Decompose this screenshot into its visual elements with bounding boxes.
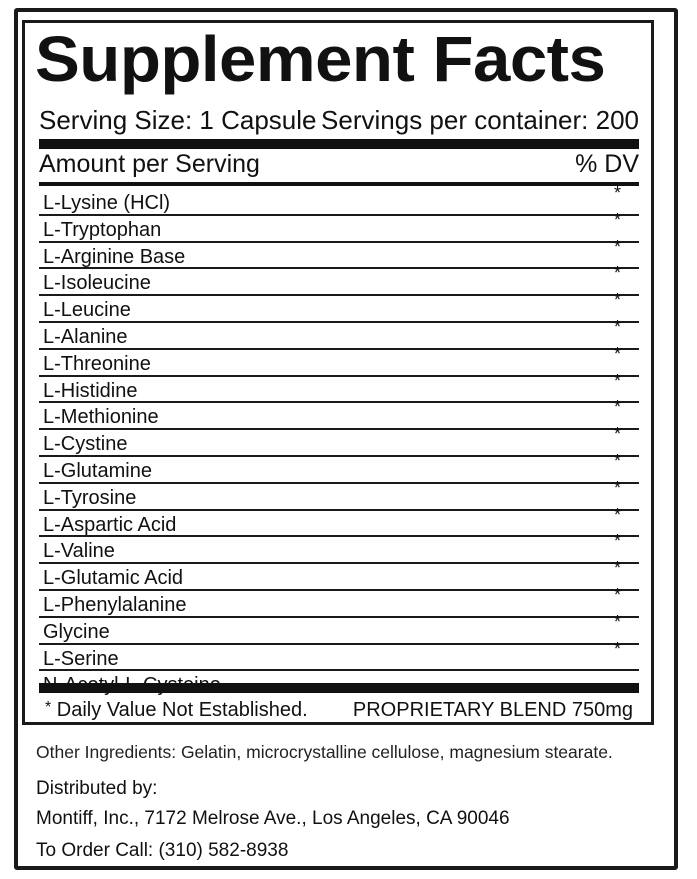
ingredient-list	[39, 183, 639, 698]
blend-divider	[39, 683, 639, 693]
ingredient-dv: *	[613, 584, 621, 605]
ingredient-row	[39, 397, 639, 430]
footnote-row	[45, 699, 633, 722]
ingredient-name: L-Tryptophan	[43, 218, 162, 241]
ingredient-dv: *	[613, 558, 621, 579]
ingredient-dv: *	[613, 370, 621, 391]
ingredient-name: L-Leucine	[43, 299, 131, 322]
daily-value-text: Daily Value Not Established.	[56, 699, 308, 721]
ingredient-row	[39, 316, 639, 350]
distributor-address: Montiff, Inc., 7172 Melrose Ave., Los Angeles, CA 90046	[36, 808, 510, 829]
ingredient-dv: *	[613, 397, 621, 418]
other-ingredients: Other Ingredients: Gelatin, microcrystalline cellulose, magnesium stearate.	[36, 742, 613, 762]
ingredient-name: L-Aspartic Acid	[43, 513, 177, 536]
ingredient-name: L-Lysine (HCl)	[43, 192, 171, 214]
ingredient-row	[39, 236, 639, 270]
servings-per-container: Servings per container: 200	[321, 105, 639, 135]
ingredient-row	[39, 290, 639, 323]
ingredient-row	[39, 611, 639, 645]
ingredient-row	[39, 558, 639, 591]
ingredient-row	[39, 450, 639, 484]
ingredient-name: Glycine	[43, 620, 110, 643]
supplement-facts-panel	[22, 20, 654, 725]
amount-per-serving-label: Amount per Serving	[39, 150, 260, 178]
daily-value-note	[45, 699, 308, 722]
ingredient-name: L-Glutamic Acid	[43, 567, 184, 590]
ingredient-name: L-Alanine	[43, 325, 128, 348]
ingredient-dv: *	[613, 504, 621, 525]
ingredient-name: L-Phenylalanine	[43, 593, 187, 616]
ingredient-row	[39, 638, 639, 672]
thick-divider	[39, 139, 639, 149]
ingredient-name: L-Histidine	[43, 379, 138, 402]
amount-header	[39, 151, 639, 179]
ingredient-name: L-Cystine	[43, 433, 128, 456]
dv-label: % DV	[575, 150, 639, 178]
ingredient-name: L-Methionine	[43, 406, 159, 429]
distributor-label: Distributed by:	[36, 778, 158, 799]
ingredient-row	[39, 531, 639, 564]
ingredient-name: L-Isoleucine	[43, 272, 151, 295]
ingredient-name: L-Glutamine	[43, 459, 152, 482]
ingredient-name: L-Serine	[43, 647, 119, 670]
panel-title: Supplement Facts	[35, 23, 606, 95]
ingredient-dv: *	[613, 638, 621, 659]
ingredient-row	[39, 209, 639, 243]
ingredient-row	[39, 477, 639, 511]
serving-size: Serving Size: 1 Capsule	[39, 105, 317, 135]
ingredient-name: L-Tyrosine	[43, 486, 137, 509]
ingredient-row	[39, 424, 639, 457]
ingredient-dv: *	[613, 183, 621, 203]
ingredient-dv: *	[613, 424, 621, 445]
medium-divider	[39, 182, 639, 186]
ingredient-dv: *	[613, 611, 621, 632]
ingredient-dv: *	[613, 209, 621, 230]
ingredient-row	[39, 370, 639, 404]
ingredient-dv: *	[613, 290, 621, 311]
ingredient-row	[39, 504, 639, 538]
ingredient-dv: *	[613, 531, 621, 552]
ingredient-dv: *	[613, 477, 621, 498]
ingredient-name: L-Threonine	[43, 352, 151, 375]
ingredient-name: L-Arginine Base	[43, 245, 186, 268]
ingredient-row	[39, 584, 639, 618]
asterisk: *	[45, 699, 52, 716]
ingredient-row	[39, 183, 639, 216]
ingredient-dv: *	[613, 450, 621, 471]
proprietary-blend: PROPRIETARY BLEND 750mg	[352, 699, 633, 721]
order-phone: To Order Call: (310) 582-8938	[36, 840, 289, 861]
ingredient-dv: *	[613, 236, 621, 257]
ingredient-dv: *	[613, 343, 621, 364]
ingredient-dv: *	[613, 316, 621, 337]
ingredient-dv: *	[613, 263, 621, 284]
ingredient-name: L-Valine	[43, 540, 115, 563]
ingredient-row	[39, 343, 639, 377]
serving-info	[39, 107, 639, 133]
ingredient-row	[39, 263, 639, 296]
